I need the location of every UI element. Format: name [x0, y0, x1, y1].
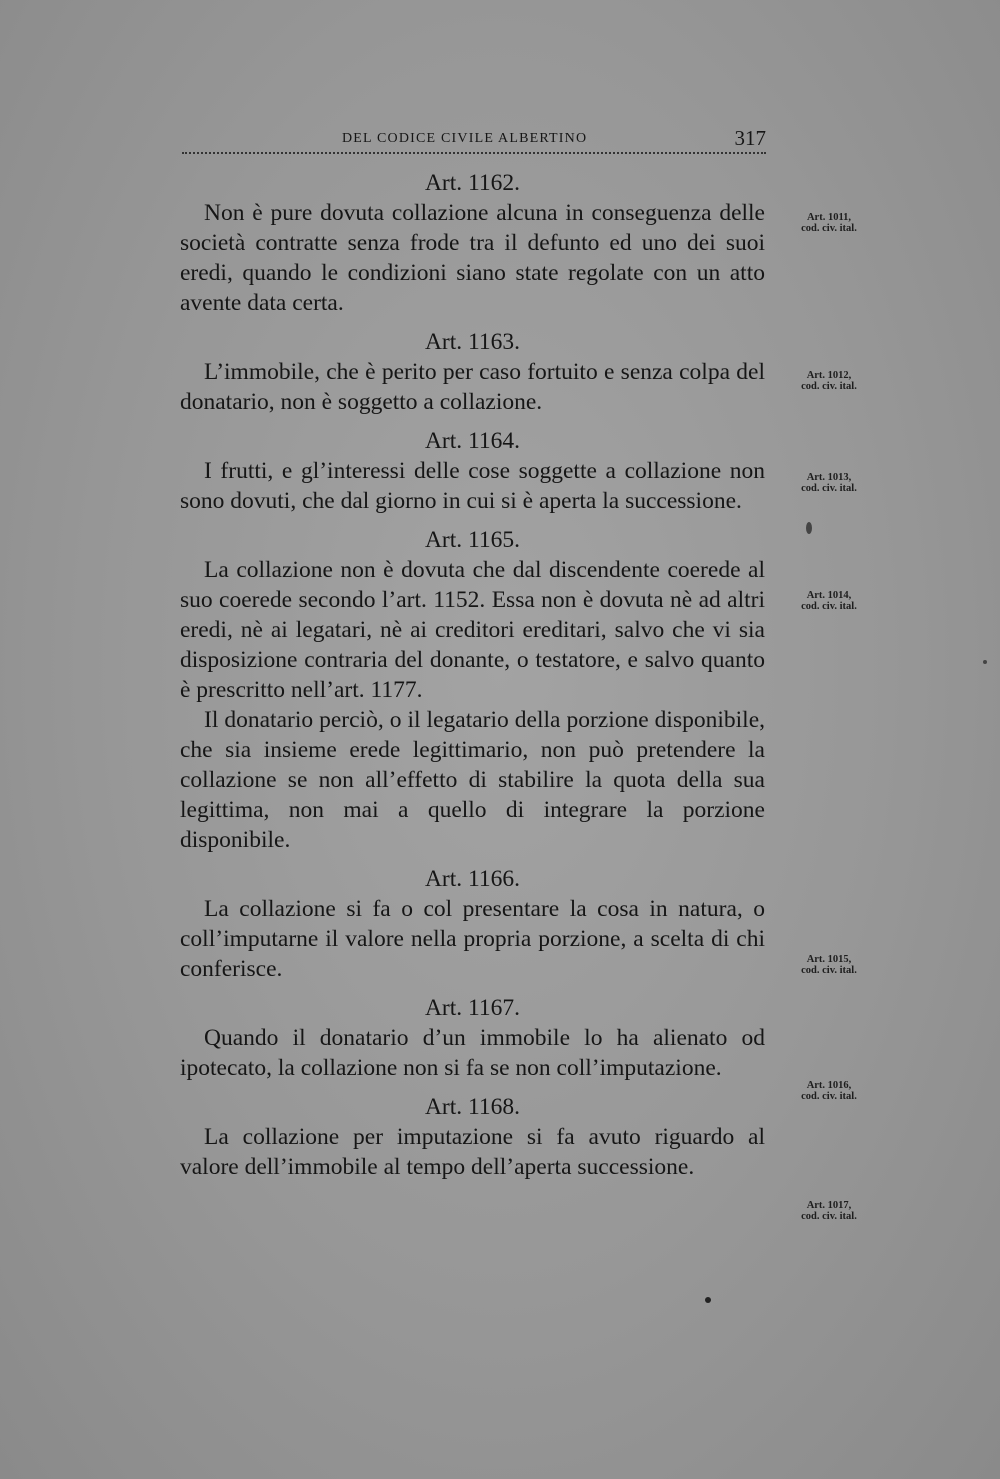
margin-note-article: Art. 1013, — [806, 472, 852, 483]
article-1168 — [180, 1092, 765, 1182]
margin-note-article: Art. 1016, — [806, 1080, 852, 1091]
margin-note-code: cod. civ. ital. — [801, 1211, 857, 1222]
article-paragraph: L’immobile, che è perito per caso fortuito e senza colpa del donatario, non è soggetto a collazione. — [180, 359, 765, 415]
article-1166 — [180, 864, 765, 984]
margin-note-code: cod. civ. ital. — [801, 483, 857, 494]
article-paragraph: La collazione si fa o col presentare la cosa in natura, o coll’imputarne il valore nella propria porzione, a scelta di chi conferisce. — [180, 896, 765, 982]
margin-note-article: Art. 1015, — [806, 954, 852, 965]
article-heading: Art. 1163. — [424, 329, 521, 355]
page-number: 317 — [734, 126, 766, 150]
article-paragraph: Non è pure dovuta collazione alcuna in conseguenza delle società contratte senza frode tra il defunto ed uno dei suoi eredi, quando le condizioni siano state regolate con un atto avente data certa. — [180, 200, 765, 316]
article-heading: Art. 1164. — [424, 428, 521, 454]
ink-speck — [806, 522, 812, 534]
article-heading: Art. 1168. — [424, 1094, 521, 1120]
running-header — [182, 128, 766, 154]
article-heading: Art. 1167. — [424, 995, 521, 1021]
article-heading: Art. 1166. — [424, 866, 521, 892]
article-heading: Art. 1165. — [424, 527, 521, 553]
article-paragraph: Il donatario perciò, o il legatario della porzione disponibile, che sia insieme erede legittimario, non può pretendere la collazione se non all’effetto di stabilire la quota della sua legittima, non mai a quello di integrare la porzione disponibile. — [180, 707, 765, 853]
body-text — [180, 168, 765, 1191]
margin-note-1162 — [784, 212, 874, 234]
margin-note-article: Art. 1017, — [806, 1200, 852, 1211]
margin-note-code: cod. civ. ital. — [801, 223, 857, 234]
margin-note-article: Art. 1011, — [806, 212, 852, 223]
article-heading: Art. 1162. — [424, 170, 521, 196]
margin-note-1167 — [784, 1080, 874, 1102]
margin-note-code: cod. civ. ital. — [801, 601, 857, 612]
margin-note-code: cod. civ. ital. — [801, 1091, 857, 1102]
margin-note-1164 — [784, 472, 874, 494]
ink-speck — [705, 1297, 711, 1303]
article-paragraph: La collazione non è dovuta che dal discendente coerede al suo coerede secondo l’art. 1152. Essa non è dovuta nè ad altri eredi, nè ai legatari, nè ai creditori ereditari, salvo che vi sia disposizione contraria del donante, o testatore, e salvo quanto è prescritto nell’art. 1177. — [180, 557, 765, 703]
article-1164 — [180, 426, 765, 516]
ink-speck — [983, 660, 987, 664]
margin-note-1163 — [784, 370, 874, 392]
margin-note-article: Art. 1012, — [806, 370, 852, 381]
margin-note-1168 — [784, 1200, 874, 1222]
header-rule — [182, 152, 766, 154]
article-1162 — [180, 168, 765, 318]
article-1163 — [180, 327, 765, 417]
article-paragraph: I frutti, e gl’interessi delle cose soggette a collazione non sono dovuti, che dal giorno in cui si è aperta la successione. — [180, 458, 765, 514]
margin-note-1165 — [784, 590, 874, 612]
margin-note-code: cod. civ. ital. — [801, 381, 857, 392]
article-1167 — [180, 993, 765, 1083]
running-header-title: DEL CODICE CIVILE ALBERTINO — [342, 131, 588, 146]
margin-note-article: Art. 1014, — [806, 590, 852, 601]
article-paragraph: La collazione per imputazione si fa avuto riguardo al valore dell’immobile al tempo dell’aperta successione. — [180, 1124, 765, 1180]
margin-note-1166 — [784, 954, 874, 976]
margin-note-code: cod. civ. ital. — [801, 965, 857, 976]
article-1165 — [180, 525, 765, 855]
article-paragraph: Quando il donatario d’un immobile lo ha alienato od ipotecato, la collazione non si fa se non coll’imputazione. — [180, 1025, 765, 1081]
